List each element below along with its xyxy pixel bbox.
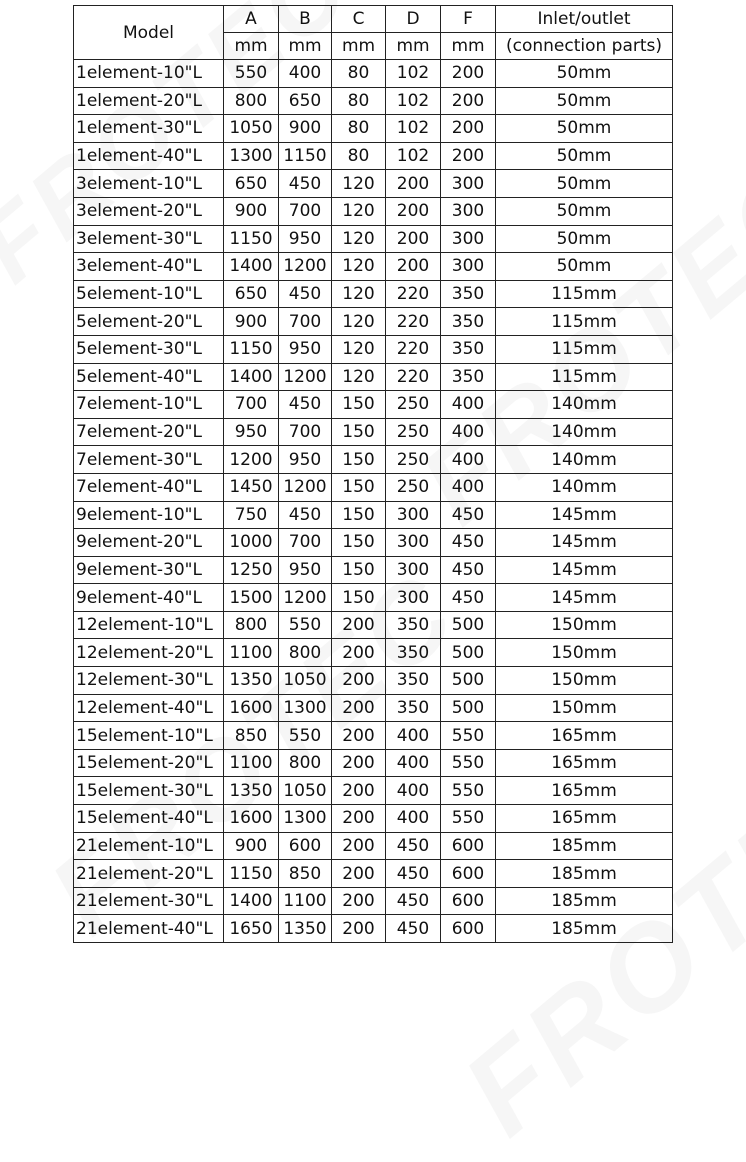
cell-b: 450 — [279, 501, 332, 529]
cell-inlet-outlet: 50mm — [496, 253, 673, 281]
cell-inlet-outlet: 115mm — [496, 363, 673, 391]
header-unit-f: mm — [441, 33, 496, 60]
cell-c: 200 — [332, 611, 386, 639]
cell-a: 1450 — [224, 473, 279, 501]
cell-inlet-outlet: 150mm — [496, 667, 673, 695]
table-row — [74, 197, 673, 225]
cell-inlet-outlet: 140mm — [496, 391, 673, 419]
cell-d: 400 — [386, 749, 441, 777]
cell-b: 950 — [279, 446, 332, 474]
cell-b: 1200 — [279, 584, 332, 612]
cell-f: 350 — [441, 363, 496, 391]
header-b: B — [279, 6, 332, 33]
cell-a: 1100 — [224, 749, 279, 777]
cell-d: 400 — [386, 722, 441, 750]
header-unit-d: mm — [386, 33, 441, 60]
cell-f: 400 — [441, 391, 496, 419]
cell-c: 200 — [332, 915, 386, 943]
cell-d: 350 — [386, 611, 441, 639]
cell-f: 200 — [441, 115, 496, 143]
cell-a: 900 — [224, 308, 279, 336]
cell-a: 900 — [224, 197, 279, 225]
cell-c: 150 — [332, 501, 386, 529]
cell-a: 1150 — [224, 225, 279, 253]
cell-b: 600 — [279, 832, 332, 860]
cell-a: 1150 — [224, 335, 279, 363]
cell-d: 102 — [386, 87, 441, 115]
cell-inlet-outlet: 165mm — [496, 749, 673, 777]
cell-d: 102 — [386, 142, 441, 170]
cell-model: 21element-20"L — [74, 860, 224, 888]
cell-inlet-outlet: 150mm — [496, 639, 673, 667]
cell-f: 500 — [441, 611, 496, 639]
cell-f: 400 — [441, 446, 496, 474]
table-row — [74, 887, 673, 915]
cell-f: 350 — [441, 280, 496, 308]
cell-c: 120 — [332, 225, 386, 253]
cell-a: 650 — [224, 170, 279, 198]
cell-d: 200 — [386, 253, 441, 281]
cell-b: 450 — [279, 170, 332, 198]
table-header — [74, 6, 673, 60]
table-row — [74, 60, 673, 88]
cell-b: 1150 — [279, 142, 332, 170]
cell-model: 15element-20"L — [74, 749, 224, 777]
cell-b: 1350 — [279, 915, 332, 943]
cell-b: 1100 — [279, 887, 332, 915]
cell-c: 200 — [332, 860, 386, 888]
cell-b: 1200 — [279, 473, 332, 501]
cell-a: 1150 — [224, 860, 279, 888]
header-unit-c: mm — [332, 33, 386, 60]
cell-d: 102 — [386, 115, 441, 143]
table-row — [74, 860, 673, 888]
cell-f: 450 — [441, 556, 496, 584]
table-row — [74, 363, 673, 391]
cell-model: 12element-30"L — [74, 667, 224, 695]
cell-inlet-outlet: 115mm — [496, 335, 673, 363]
table-row — [74, 584, 673, 612]
header-model: Model — [74, 6, 224, 60]
table-row — [74, 170, 673, 198]
cell-f: 600 — [441, 887, 496, 915]
cell-b: 800 — [279, 639, 332, 667]
cell-c: 150 — [332, 446, 386, 474]
cell-c: 200 — [332, 667, 386, 695]
cell-a: 1400 — [224, 253, 279, 281]
table-row — [74, 611, 673, 639]
cell-a: 1000 — [224, 529, 279, 557]
cell-a: 1350 — [224, 667, 279, 695]
cell-c: 200 — [332, 722, 386, 750]
cell-inlet-outlet: 185mm — [496, 860, 673, 888]
cell-c: 150 — [332, 391, 386, 419]
cell-inlet-outlet: 165mm — [496, 777, 673, 805]
cell-a: 1650 — [224, 915, 279, 943]
cell-c: 150 — [332, 584, 386, 612]
cell-d: 220 — [386, 335, 441, 363]
cell-d: 400 — [386, 777, 441, 805]
cell-c: 80 — [332, 115, 386, 143]
cell-f: 300 — [441, 170, 496, 198]
cell-model: 5element-40"L — [74, 363, 224, 391]
cell-b: 1050 — [279, 777, 332, 805]
cell-a: 1050 — [224, 115, 279, 143]
cell-b: 1050 — [279, 667, 332, 695]
cell-b: 550 — [279, 722, 332, 750]
cell-c: 200 — [332, 777, 386, 805]
table-row — [74, 418, 673, 446]
cell-f: 600 — [441, 860, 496, 888]
cell-model: 1element-20"L — [74, 87, 224, 115]
cell-a: 850 — [224, 722, 279, 750]
cell-b: 950 — [279, 335, 332, 363]
cell-b: 950 — [279, 556, 332, 584]
table-row — [74, 749, 673, 777]
cell-c: 200 — [332, 639, 386, 667]
cell-d: 350 — [386, 639, 441, 667]
cell-inlet-outlet: 50mm — [496, 225, 673, 253]
cell-d: 102 — [386, 60, 441, 88]
cell-inlet-outlet: 185mm — [496, 915, 673, 943]
cell-c: 150 — [332, 556, 386, 584]
cell-f: 300 — [441, 253, 496, 281]
cell-model: 21element-10"L — [74, 832, 224, 860]
cell-d: 250 — [386, 473, 441, 501]
cell-f: 300 — [441, 197, 496, 225]
cell-d: 250 — [386, 391, 441, 419]
cell-f: 500 — [441, 667, 496, 695]
cell-model: 15element-30"L — [74, 777, 224, 805]
cell-c: 200 — [332, 805, 386, 833]
cell-model: 5element-30"L — [74, 335, 224, 363]
table-row — [74, 915, 673, 943]
cell-model: 15element-40"L — [74, 805, 224, 833]
cell-c: 80 — [332, 87, 386, 115]
header-f: F — [441, 6, 496, 33]
cell-model: 5element-10"L — [74, 280, 224, 308]
cell-model: 7element-30"L — [74, 446, 224, 474]
cell-d: 450 — [386, 887, 441, 915]
cell-model: 21element-30"L — [74, 887, 224, 915]
table-row — [74, 556, 673, 584]
cell-inlet-outlet: 50mm — [496, 87, 673, 115]
cell-d: 400 — [386, 805, 441, 833]
header-connection-parts: (connection parts) — [496, 33, 673, 60]
cell-inlet-outlet: 140mm — [496, 446, 673, 474]
cell-inlet-outlet: 145mm — [496, 529, 673, 557]
cell-b: 650 — [279, 87, 332, 115]
cell-model: 9element-10"L — [74, 501, 224, 529]
cell-a: 750 — [224, 501, 279, 529]
cell-f: 350 — [441, 308, 496, 336]
cell-inlet-outlet: 50mm — [496, 60, 673, 88]
cell-model: 7element-40"L — [74, 473, 224, 501]
cell-c: 120 — [332, 253, 386, 281]
cell-d: 350 — [386, 694, 441, 722]
cell-b: 850 — [279, 860, 332, 888]
cell-c: 150 — [332, 529, 386, 557]
cell-f: 400 — [441, 473, 496, 501]
cell-f: 200 — [441, 60, 496, 88]
cell-b: 700 — [279, 418, 332, 446]
cell-d: 200 — [386, 225, 441, 253]
cell-d: 450 — [386, 915, 441, 943]
cell-model: 1element-40"L — [74, 142, 224, 170]
cell-c: 200 — [332, 887, 386, 915]
cell-a: 1300 — [224, 142, 279, 170]
cell-inlet-outlet: 115mm — [496, 280, 673, 308]
cell-f: 450 — [441, 584, 496, 612]
cell-model: 12element-20"L — [74, 639, 224, 667]
cell-inlet-outlet: 50mm — [496, 115, 673, 143]
cell-b: 1200 — [279, 253, 332, 281]
cell-inlet-outlet: 140mm — [496, 418, 673, 446]
cell-c: 150 — [332, 473, 386, 501]
cell-a: 1400 — [224, 887, 279, 915]
cell-d: 300 — [386, 501, 441, 529]
header-unit-a: mm — [224, 33, 279, 60]
cell-model: 9element-40"L — [74, 584, 224, 612]
cell-f: 450 — [441, 501, 496, 529]
cell-c: 120 — [332, 280, 386, 308]
cell-a: 550 — [224, 60, 279, 88]
cell-model: 5element-20"L — [74, 308, 224, 336]
table-row — [74, 335, 673, 363]
table-row — [74, 501, 673, 529]
cell-f: 500 — [441, 694, 496, 722]
cell-c: 120 — [332, 170, 386, 198]
cell-d: 200 — [386, 170, 441, 198]
cell-d: 300 — [386, 584, 441, 612]
cell-f: 600 — [441, 832, 496, 860]
cell-a: 1600 — [224, 694, 279, 722]
cell-inlet-outlet: 145mm — [496, 584, 673, 612]
cell-c: 120 — [332, 308, 386, 336]
cell-d: 220 — [386, 363, 441, 391]
cell-model: 7element-20"L — [74, 418, 224, 446]
cell-a: 700 — [224, 391, 279, 419]
cell-a: 1250 — [224, 556, 279, 584]
cell-d: 450 — [386, 860, 441, 888]
cell-f: 450 — [441, 529, 496, 557]
cell-a: 1200 — [224, 446, 279, 474]
table-row — [74, 87, 673, 115]
table-row — [74, 115, 673, 143]
cell-model: 1element-10"L — [74, 60, 224, 88]
cell-model: 3element-30"L — [74, 225, 224, 253]
table-body — [74, 60, 673, 943]
cell-f: 500 — [441, 639, 496, 667]
cell-b: 900 — [279, 115, 332, 143]
cell-d: 200 — [386, 197, 441, 225]
cell-b: 450 — [279, 280, 332, 308]
dimension-table — [73, 5, 673, 943]
cell-model: 7element-10"L — [74, 391, 224, 419]
table-row — [74, 225, 673, 253]
cell-c: 120 — [332, 335, 386, 363]
cell-a: 800 — [224, 611, 279, 639]
table-row — [74, 446, 673, 474]
cell-inlet-outlet: 165mm — [496, 805, 673, 833]
header-unit-b: mm — [279, 33, 332, 60]
cell-c: 150 — [332, 418, 386, 446]
cell-model: 9element-30"L — [74, 556, 224, 584]
cell-a: 1100 — [224, 639, 279, 667]
cell-inlet-outlet: 145mm — [496, 556, 673, 584]
cell-f: 550 — [441, 722, 496, 750]
cell-b: 400 — [279, 60, 332, 88]
cell-b: 700 — [279, 197, 332, 225]
cell-a: 950 — [224, 418, 279, 446]
cell-a: 1500 — [224, 584, 279, 612]
cell-f: 550 — [441, 749, 496, 777]
table-row — [74, 280, 673, 308]
cell-b: 1200 — [279, 363, 332, 391]
cell-model: 15element-10"L — [74, 722, 224, 750]
table-row — [74, 142, 673, 170]
table-row — [74, 391, 673, 419]
cell-c: 200 — [332, 749, 386, 777]
cell-inlet-outlet: 185mm — [496, 887, 673, 915]
cell-inlet-outlet: 140mm — [496, 473, 673, 501]
cell-model: 12element-40"L — [74, 694, 224, 722]
cell-b: 700 — [279, 308, 332, 336]
cell-inlet-outlet: 50mm — [496, 170, 673, 198]
cell-inlet-outlet: 145mm — [496, 501, 673, 529]
header-d: D — [386, 6, 441, 33]
cell-model: 3element-10"L — [74, 170, 224, 198]
cell-a: 800 — [224, 87, 279, 115]
cell-b: 1300 — [279, 694, 332, 722]
cell-f: 200 — [441, 142, 496, 170]
cell-a: 1600 — [224, 805, 279, 833]
cell-b: 700 — [279, 529, 332, 557]
cell-inlet-outlet: 185mm — [496, 832, 673, 860]
table-row — [74, 694, 673, 722]
cell-f: 350 — [441, 335, 496, 363]
cell-f: 550 — [441, 777, 496, 805]
cell-model: 9element-20"L — [74, 529, 224, 557]
cell-c: 200 — [332, 832, 386, 860]
table-row — [74, 473, 673, 501]
cell-inlet-outlet: 150mm — [496, 694, 673, 722]
cell-model: 12element-10"L — [74, 611, 224, 639]
header-c: C — [332, 6, 386, 33]
cell-b: 450 — [279, 391, 332, 419]
cell-a: 900 — [224, 832, 279, 860]
cell-model: 21element-40"L — [74, 915, 224, 943]
table-row — [74, 529, 673, 557]
cell-b: 800 — [279, 749, 332, 777]
cell-f: 300 — [441, 225, 496, 253]
cell-model: 3element-40"L — [74, 253, 224, 281]
cell-d: 250 — [386, 446, 441, 474]
cell-d: 220 — [386, 308, 441, 336]
table-row — [74, 639, 673, 667]
cell-c: 120 — [332, 363, 386, 391]
cell-inlet-outlet: 50mm — [496, 142, 673, 170]
cell-c: 120 — [332, 197, 386, 225]
cell-b: 550 — [279, 611, 332, 639]
cell-c: 80 — [332, 60, 386, 88]
header-a: A — [224, 6, 279, 33]
table-row — [74, 805, 673, 833]
cell-d: 300 — [386, 556, 441, 584]
header-inlet-outlet: Inlet/outlet — [496, 6, 673, 33]
table-row — [74, 722, 673, 750]
cell-d: 350 — [386, 667, 441, 695]
cell-c: 200 — [332, 694, 386, 722]
cell-d: 250 — [386, 418, 441, 446]
cell-a: 650 — [224, 280, 279, 308]
cell-f: 600 — [441, 915, 496, 943]
table-row — [74, 667, 673, 695]
cell-b: 950 — [279, 225, 332, 253]
cell-inlet-outlet: 50mm — [496, 197, 673, 225]
cell-a: 1400 — [224, 363, 279, 391]
cell-d: 300 — [386, 529, 441, 557]
table-row — [74, 832, 673, 860]
table-row — [74, 253, 673, 281]
cell-model: 3element-20"L — [74, 197, 224, 225]
cell-d: 220 — [386, 280, 441, 308]
cell-f: 400 — [441, 418, 496, 446]
cell-a: 1350 — [224, 777, 279, 805]
cell-inlet-outlet: 115mm — [496, 308, 673, 336]
cell-model: 1element-30"L — [74, 115, 224, 143]
table-row — [74, 777, 673, 805]
cell-f: 200 — [441, 87, 496, 115]
cell-inlet-outlet: 165mm — [496, 722, 673, 750]
cell-d: 450 — [386, 832, 441, 860]
cell-inlet-outlet: 150mm — [496, 611, 673, 639]
table-row — [74, 308, 673, 336]
cell-c: 80 — [332, 142, 386, 170]
cell-f: 550 — [441, 805, 496, 833]
cell-b: 1300 — [279, 805, 332, 833]
